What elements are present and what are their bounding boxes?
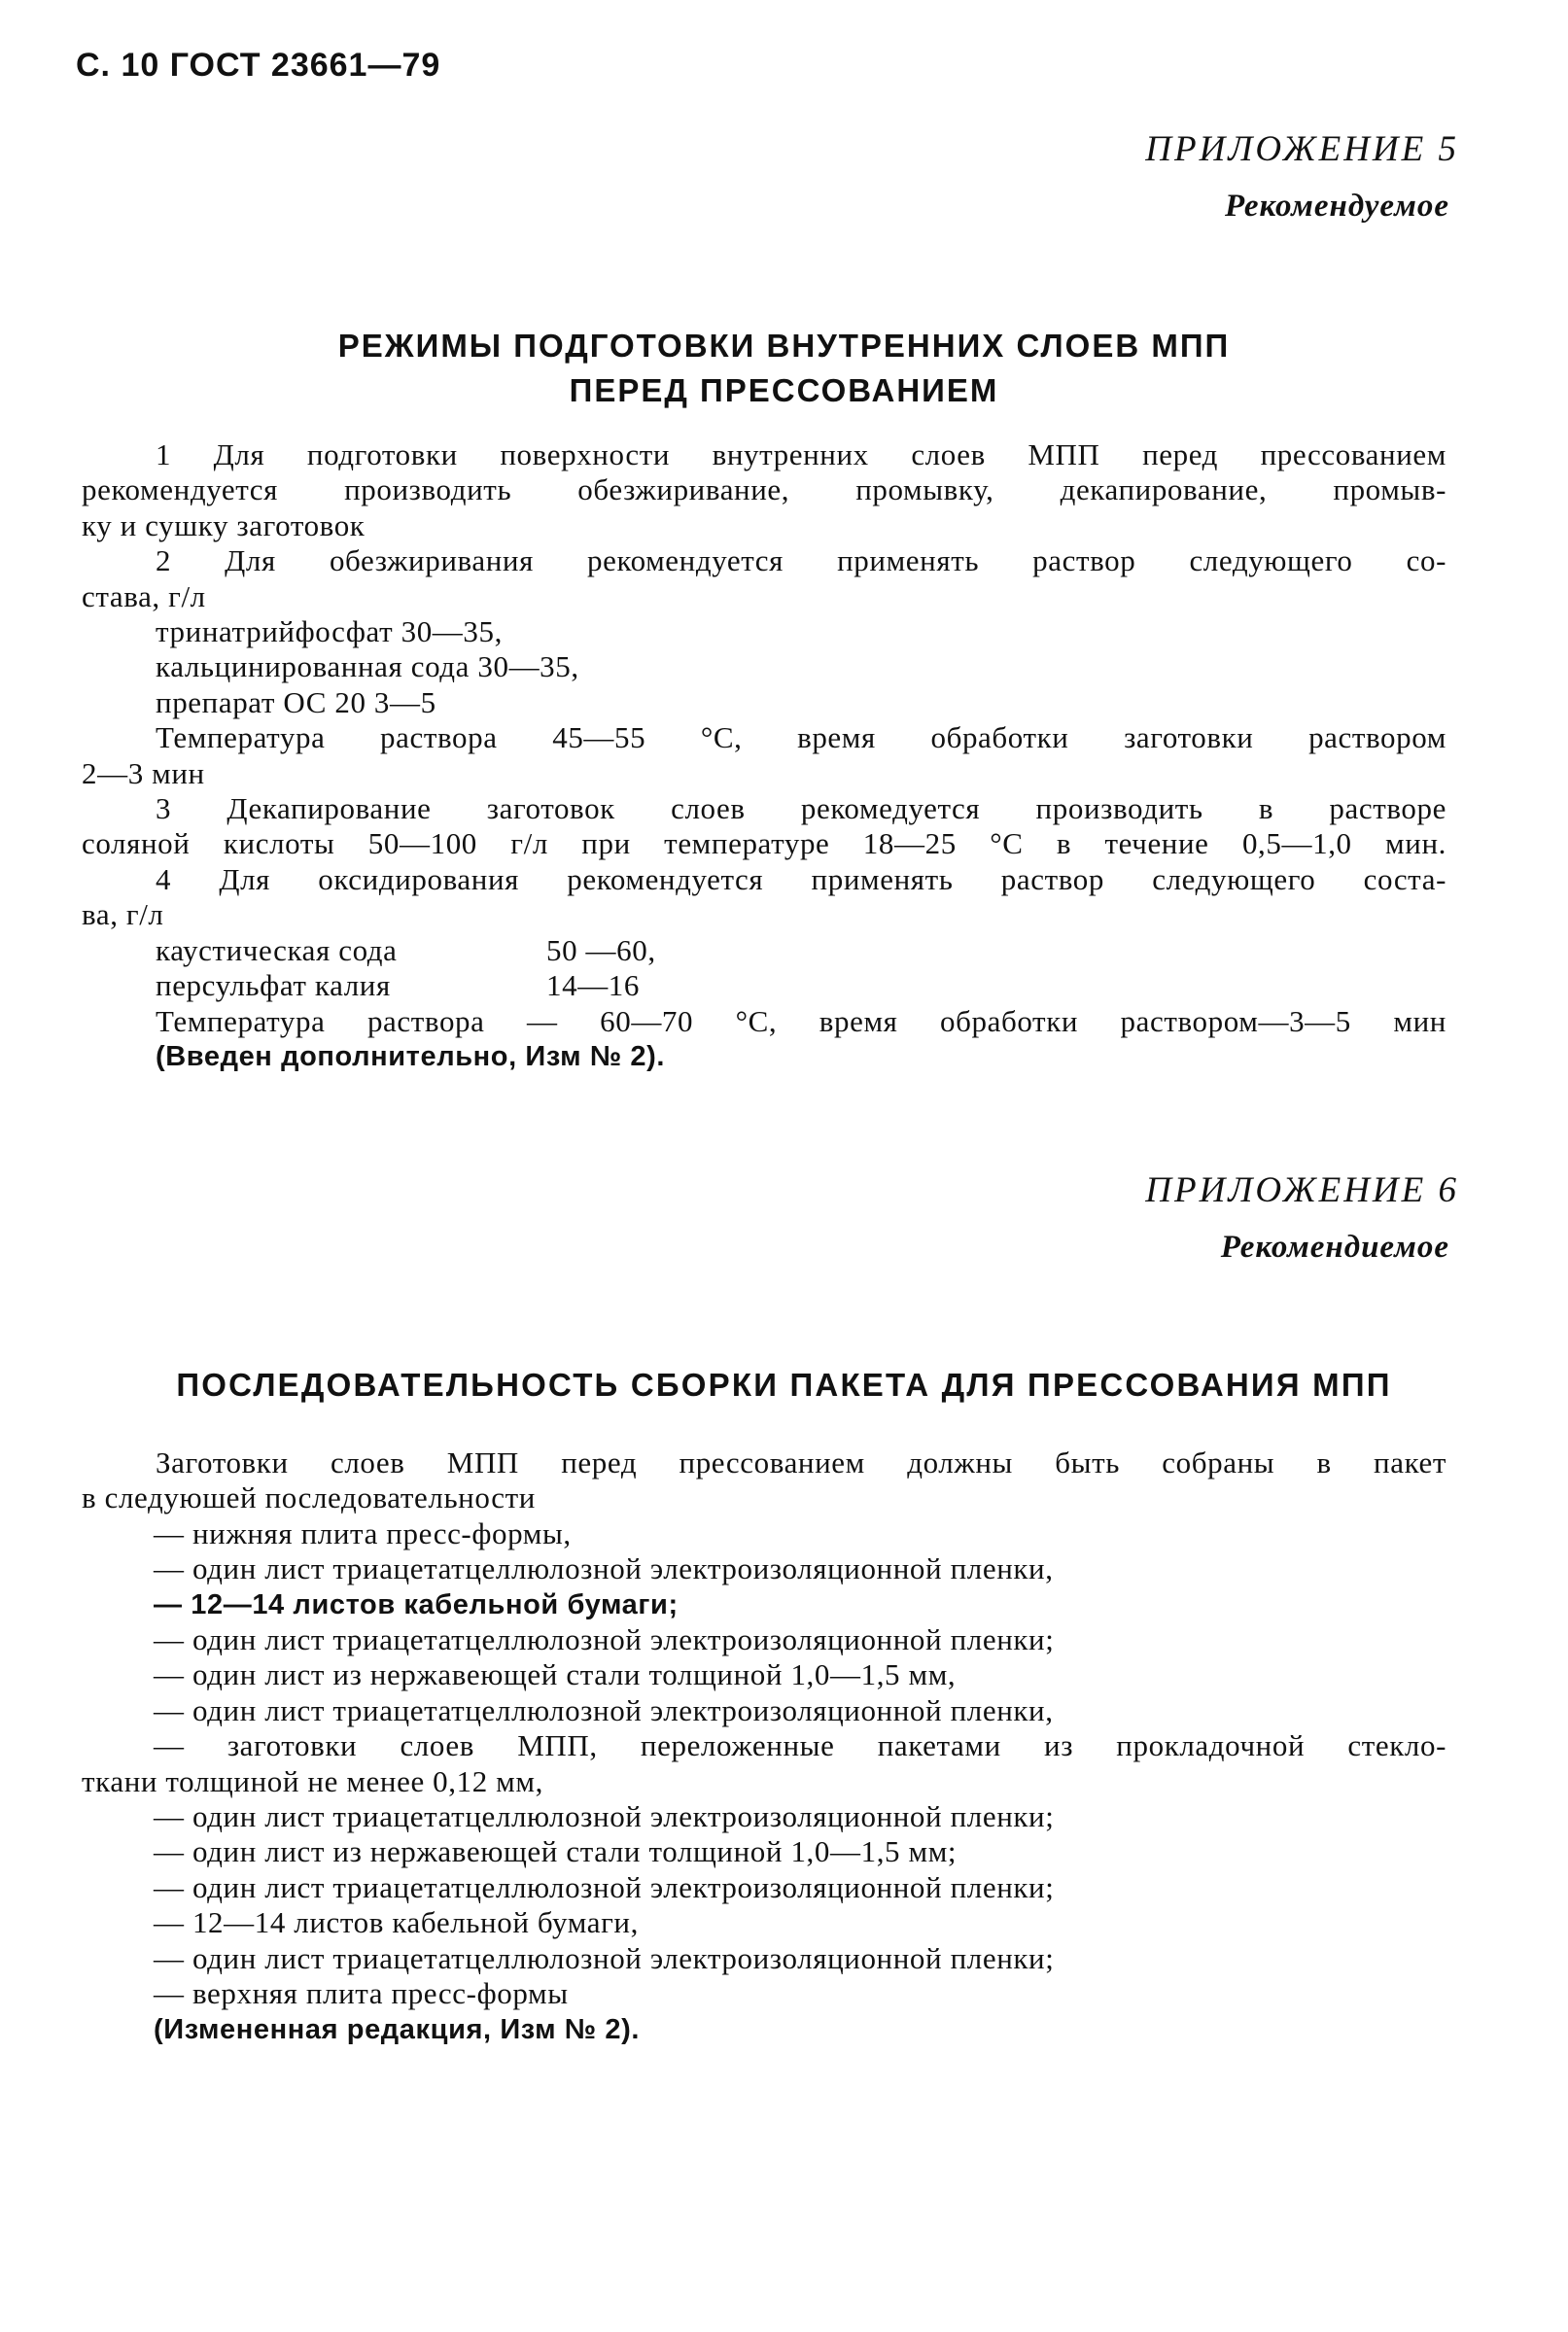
paragraph-1-line-2: рекомендуется производить обезжиривание, промывку, декапирование, промыв- <box>82 472 1446 507</box>
paragraph-2-temperature-line-1: Температура раствора 45—55 °С, время обработки заготовки раствором <box>156 720 1446 755</box>
paragraph-2-item-3: препарат ОС 20 3—5 <box>156 684 436 719</box>
sequence-item-8: — один лист триацетатцеллюлозной электроизоляционной пленки; <box>154 1799 1055 1834</box>
section-2-body <box>82 1445 1446 2047</box>
paragraph-4-line-1: 4 Для оксидирования рекомендуется применять раствор следующего соста- <box>156 861 1446 896</box>
paragraph-3-line-2: соляной кислоты 50—100 г/л при температуре 18—25 °С в течение 0,5—1,0 мин. <box>82 826 1446 861</box>
paragraph-2-item-1: тринатрийфосфат 30—35, <box>156 614 503 649</box>
appendix-6-heading <box>1145 1169 1459 1269</box>
paragraph-2-line-2: става, г/л <box>82 578 206 613</box>
appendix-6-title: ПРИЛОЖЕНИЕ 6 <box>1145 1170 1459 1210</box>
paragraph-4-temperature-line: Температура раствора — 60—70 °С, время обработки раствором—3—5 мин <box>156 1003 1446 1038</box>
section-1-body <box>82 437 1446 1074</box>
sequence-item-2: — один лист триацетатцеллюлозной электроизоляционной пленки, <box>154 1551 1054 1586</box>
paragraph-4-item-1-value: 50 —60, <box>546 932 656 967</box>
paragraph-4-item-2-name: персульфат калия <box>156 968 391 1003</box>
appendix-5-subtitle: Рекомендуемое <box>1224 189 1449 224</box>
section-2-intro-line-2: в следуюшей последовательности <box>82 1480 536 1515</box>
sequence-item-4: — один лист триацетатцеллюлозной электроизоляционной пленки; <box>154 1622 1055 1657</box>
paragraph-4-item-2 <box>82 968 1446 1003</box>
section-2-intro-line-1: Заготовки слоев МПП перед прессованием должны быть собраны в пакет <box>156 1445 1446 1479</box>
sequence-item-3: — 12—14 листов кабельной бумаги; <box>154 1588 679 1620</box>
sequence-item-7: — заготовки слоев МПП, переложенные пакетами из прокладочной стекло- <box>154 1728 1446 1763</box>
paragraph-4-line-2: ва, г/л <box>82 897 164 932</box>
paragraph-4-item-2-value: 14—16 <box>546 968 640 1003</box>
paragraph-2-line-1: 2 Для обезжиривания рекомендуется применять раствор следующего со- <box>156 543 1446 578</box>
section-1-amendment-note: (Введен дополнительно, Изм № 2). <box>156 1040 666 1072</box>
sequence-item-9: — один лист из нержавеющей стали толщиной 1,0—1,5 мм; <box>154 1834 958 1869</box>
sequence-item-7-continuation: ткани толщиной не менее 0,12 мм, <box>82 1763 543 1798</box>
appendix-6-subtitle: Рекомендиемое <box>1220 1230 1449 1265</box>
section-1-title-line-1: РЕЖИМЫ ПОДГОТОВКИ ВНУТРЕННИХ СЛОЕВ МПП <box>337 328 1231 364</box>
paragraph-1-line-1: 1 Для подготовки поверхности внутренних слоев МПП перед прессованием <box>156 437 1446 471</box>
paragraph-3-line-1: 3 Декапирование заготовок слоев рекомедуется производить в растворе <box>156 791 1446 826</box>
sequence-item-6: — один лист триацетатцеллюлозной электроизоляционной пленки, <box>154 1692 1054 1727</box>
paragraph-4-item-1 <box>82 933 1446 968</box>
sequence-item-11: — 12—14 листов кабельной бумаги, <box>154 1905 639 1940</box>
paragraph-2-temperature-line-2: 2—3 мин <box>82 755 205 790</box>
sequence-item-10: — один лист триацетатцеллюлозной электроизоляционной пленки; <box>154 1869 1055 1904</box>
paragraph-2-item-2: кальцинированная сода 30—35, <box>156 649 579 684</box>
appendix-5-title: ПРИЛОЖЕНИЕ 5 <box>1145 129 1459 169</box>
section-2-amendment-note: (Измененная редакция, Изм № 2). <box>154 2013 641 2045</box>
page-header: С. 10 ГОСТ 23661—79 <box>76 47 441 84</box>
section-1-title <box>0 324 1568 413</box>
paragraph-1-line-3: ку и сушку заготовок <box>82 507 366 542</box>
section-1-title-line-2: ПЕРЕД ПРЕССОВАНИЕМ <box>569 372 999 408</box>
sequence-item-1: — нижняя плита пресс-формы, <box>154 1515 572 1550</box>
sequence-item-5: — один лист из нержавеющей стали толщиной 1,0—1,5 мм, <box>154 1657 957 1692</box>
paragraph-4-item-1-name: каустическая сода <box>156 932 398 967</box>
sequence-item-12: — один лист триацетатцеллюлозной электроизоляционной пленки; <box>154 1940 1055 1975</box>
appendix-5-heading <box>1145 128 1459 227</box>
section-2-title: ПОСЛЕДОВАТЕЛЬНОСТЬ СБОРКИ ПАКЕТА ДЛЯ ПРЕССОВАНИЯ МПП <box>176 1367 1392 1403</box>
sequence-item-13: — верхняя плита пресс-формы <box>154 1976 569 2011</box>
